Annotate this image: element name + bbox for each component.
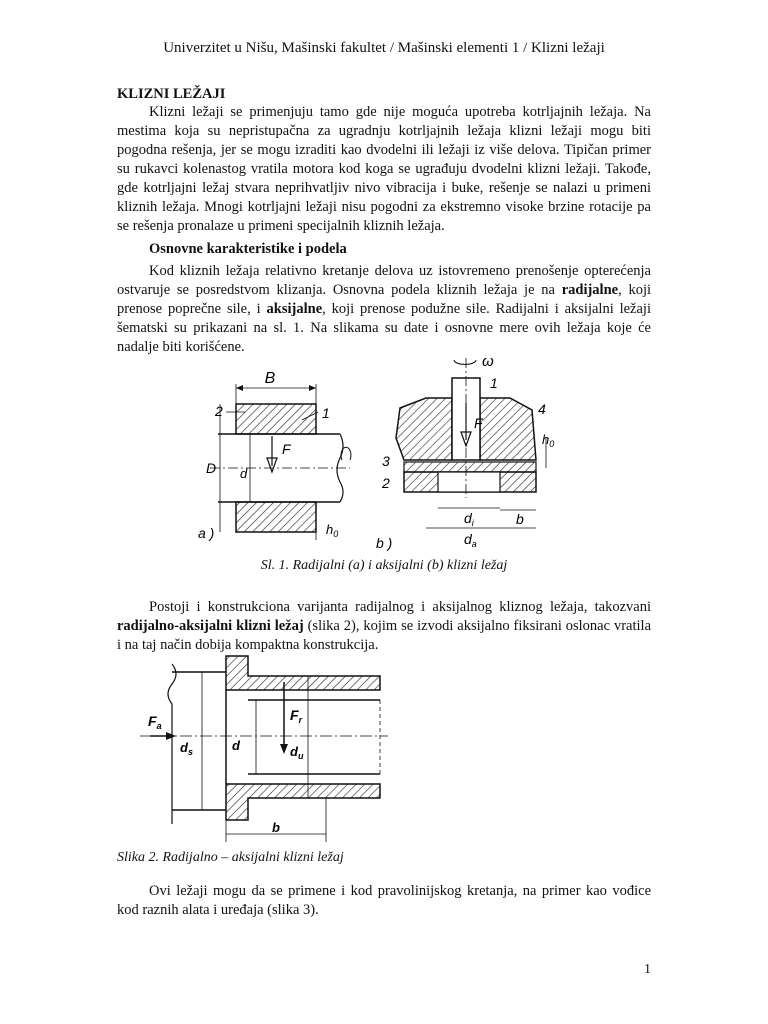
dimension-ds: $d_s$: [180, 740, 193, 757]
page-header: Univerzitet u Nišu, Mašinski fakultet / Mašinski elementi 1 / Klizni ležaji: [163, 40, 605, 56]
label-b-4: 4: [538, 401, 546, 417]
omega-symbol: ω: [482, 353, 494, 370]
intro-paragraph: Klizni ležaji se primenjuju tamo gde nije moguća upotreba kotrljajnih ležaja. Na mestima koja su nepristupačna za ugradnju kotrljajnih ležaja klizni ležaji mogu biti pogodna rešenja, jer se mogu izraditi kao dvodelni ili ležaji iz više delova. Tipičan primer su rukavci kolenastog vratila motora kod koga se ugrađuju dvodelni klizni ležaji. Takođe, gde kotrljajni ležaj stvara neprihvatljiv nivo vibracija i buke, rešenje se nalazi u primeni kliznih ležaja. Mnogi kotrljajni ležaji nisu pogodni za ekstremno visoke brzine rotacije pa se rešenja pronalaze u primeni specijalnih kliznih ležaja.: [117, 104, 651, 234]
dimension-h0-axial: $h_0$: [542, 432, 555, 449]
paragraph-radial-axial: [117, 598, 651, 655]
figure-2: [140, 652, 390, 844]
force-Fr: $F_r$: [290, 707, 303, 725]
term-radial: radijalne: [561, 282, 619, 298]
label-b-2: 2: [382, 475, 390, 491]
subfigure-a-label: a ): [198, 525, 215, 541]
label-1: 1: [322, 405, 330, 421]
radial-bearing-drawing: [198, 370, 351, 541]
dimension-D: D: [206, 460, 217, 476]
subfigure-b-label: b ): [376, 535, 393, 551]
axial-bearing-drawing: [376, 353, 554, 551]
paragraph-linear-motion: Ovi ležaji mogu da se primene i kod pravolinijskog kretanja, na primer kao vođice kod raznih alata i uređaja (slika 3).: [117, 883, 651, 918]
dimension-di: $d_i$: [464, 510, 474, 528]
force-F: F: [282, 441, 291, 457]
figure-2-caption: Slika 2. Radijalno – aksijalni klizni ležaj: [117, 850, 344, 865]
term-axial: aksijalne: [266, 301, 323, 317]
figure-1: [190, 348, 560, 558]
para-text: (slika 2), kojim se izvodi aksijalno fiksirani oslonac vratila i na taj način dobija kompaktna konstrukcija.: [117, 618, 652, 653]
figure-1-caption: Sl. 1. Radijalni (a) i aksijalni (b) klizni ležaj: [260, 558, 508, 573]
force-Fa: $F_a$: [148, 713, 162, 731]
radial-axial-bearing-drawing: [140, 656, 388, 842]
dimension-b: b: [516, 511, 524, 527]
para-text: Kod kliznih ležaja relativno kretanje delova uz istovremeno prenošenje opterećenja ostvaruje se posredstvom klizanja. Osnovna podela kliznih ležaja je na: [117, 263, 651, 298]
para-text: , koji prenose poprečne sile, i: [117, 282, 652, 317]
dimension-du: $d_u$: [290, 744, 304, 761]
dimension-B: B: [264, 370, 276, 387]
dimension-d-fig2: d: [232, 738, 240, 753]
paragraph-classification: [117, 262, 651, 357]
dimension-b-fig2: b: [272, 820, 280, 835]
dimension-h0: $h_0$: [326, 522, 339, 539]
para-text: Postoji i konstrukciona varijanta radijalnog i aksijalnog kliznog ležaja, takozvani: [149, 599, 651, 615]
dimension-da: $d_a$: [464, 531, 477, 549]
term-radial-axial: radijalno-aksijalni klizni ležaj: [117, 618, 304, 634]
subheading: Osnovne karakteristike i podela: [149, 241, 347, 257]
label-b-1: 1: [490, 375, 498, 391]
label-2: 2: [215, 403, 223, 419]
para-text: , koji prenose podužne sile. Radijalni i aksijalni ležaji šematski su prikazani na sl. 1. Na slikama su date i osnovne mere ovih ležaja koje će nadalje biti korišćene.: [117, 301, 651, 355]
section-title: KLIZNI LEŽAJI: [117, 86, 226, 102]
page-number: 1: [644, 962, 651, 977]
dimension-d: d: [240, 466, 248, 481]
force-F-axial: F: [474, 415, 483, 431]
label-b-3: 3: [382, 453, 390, 469]
